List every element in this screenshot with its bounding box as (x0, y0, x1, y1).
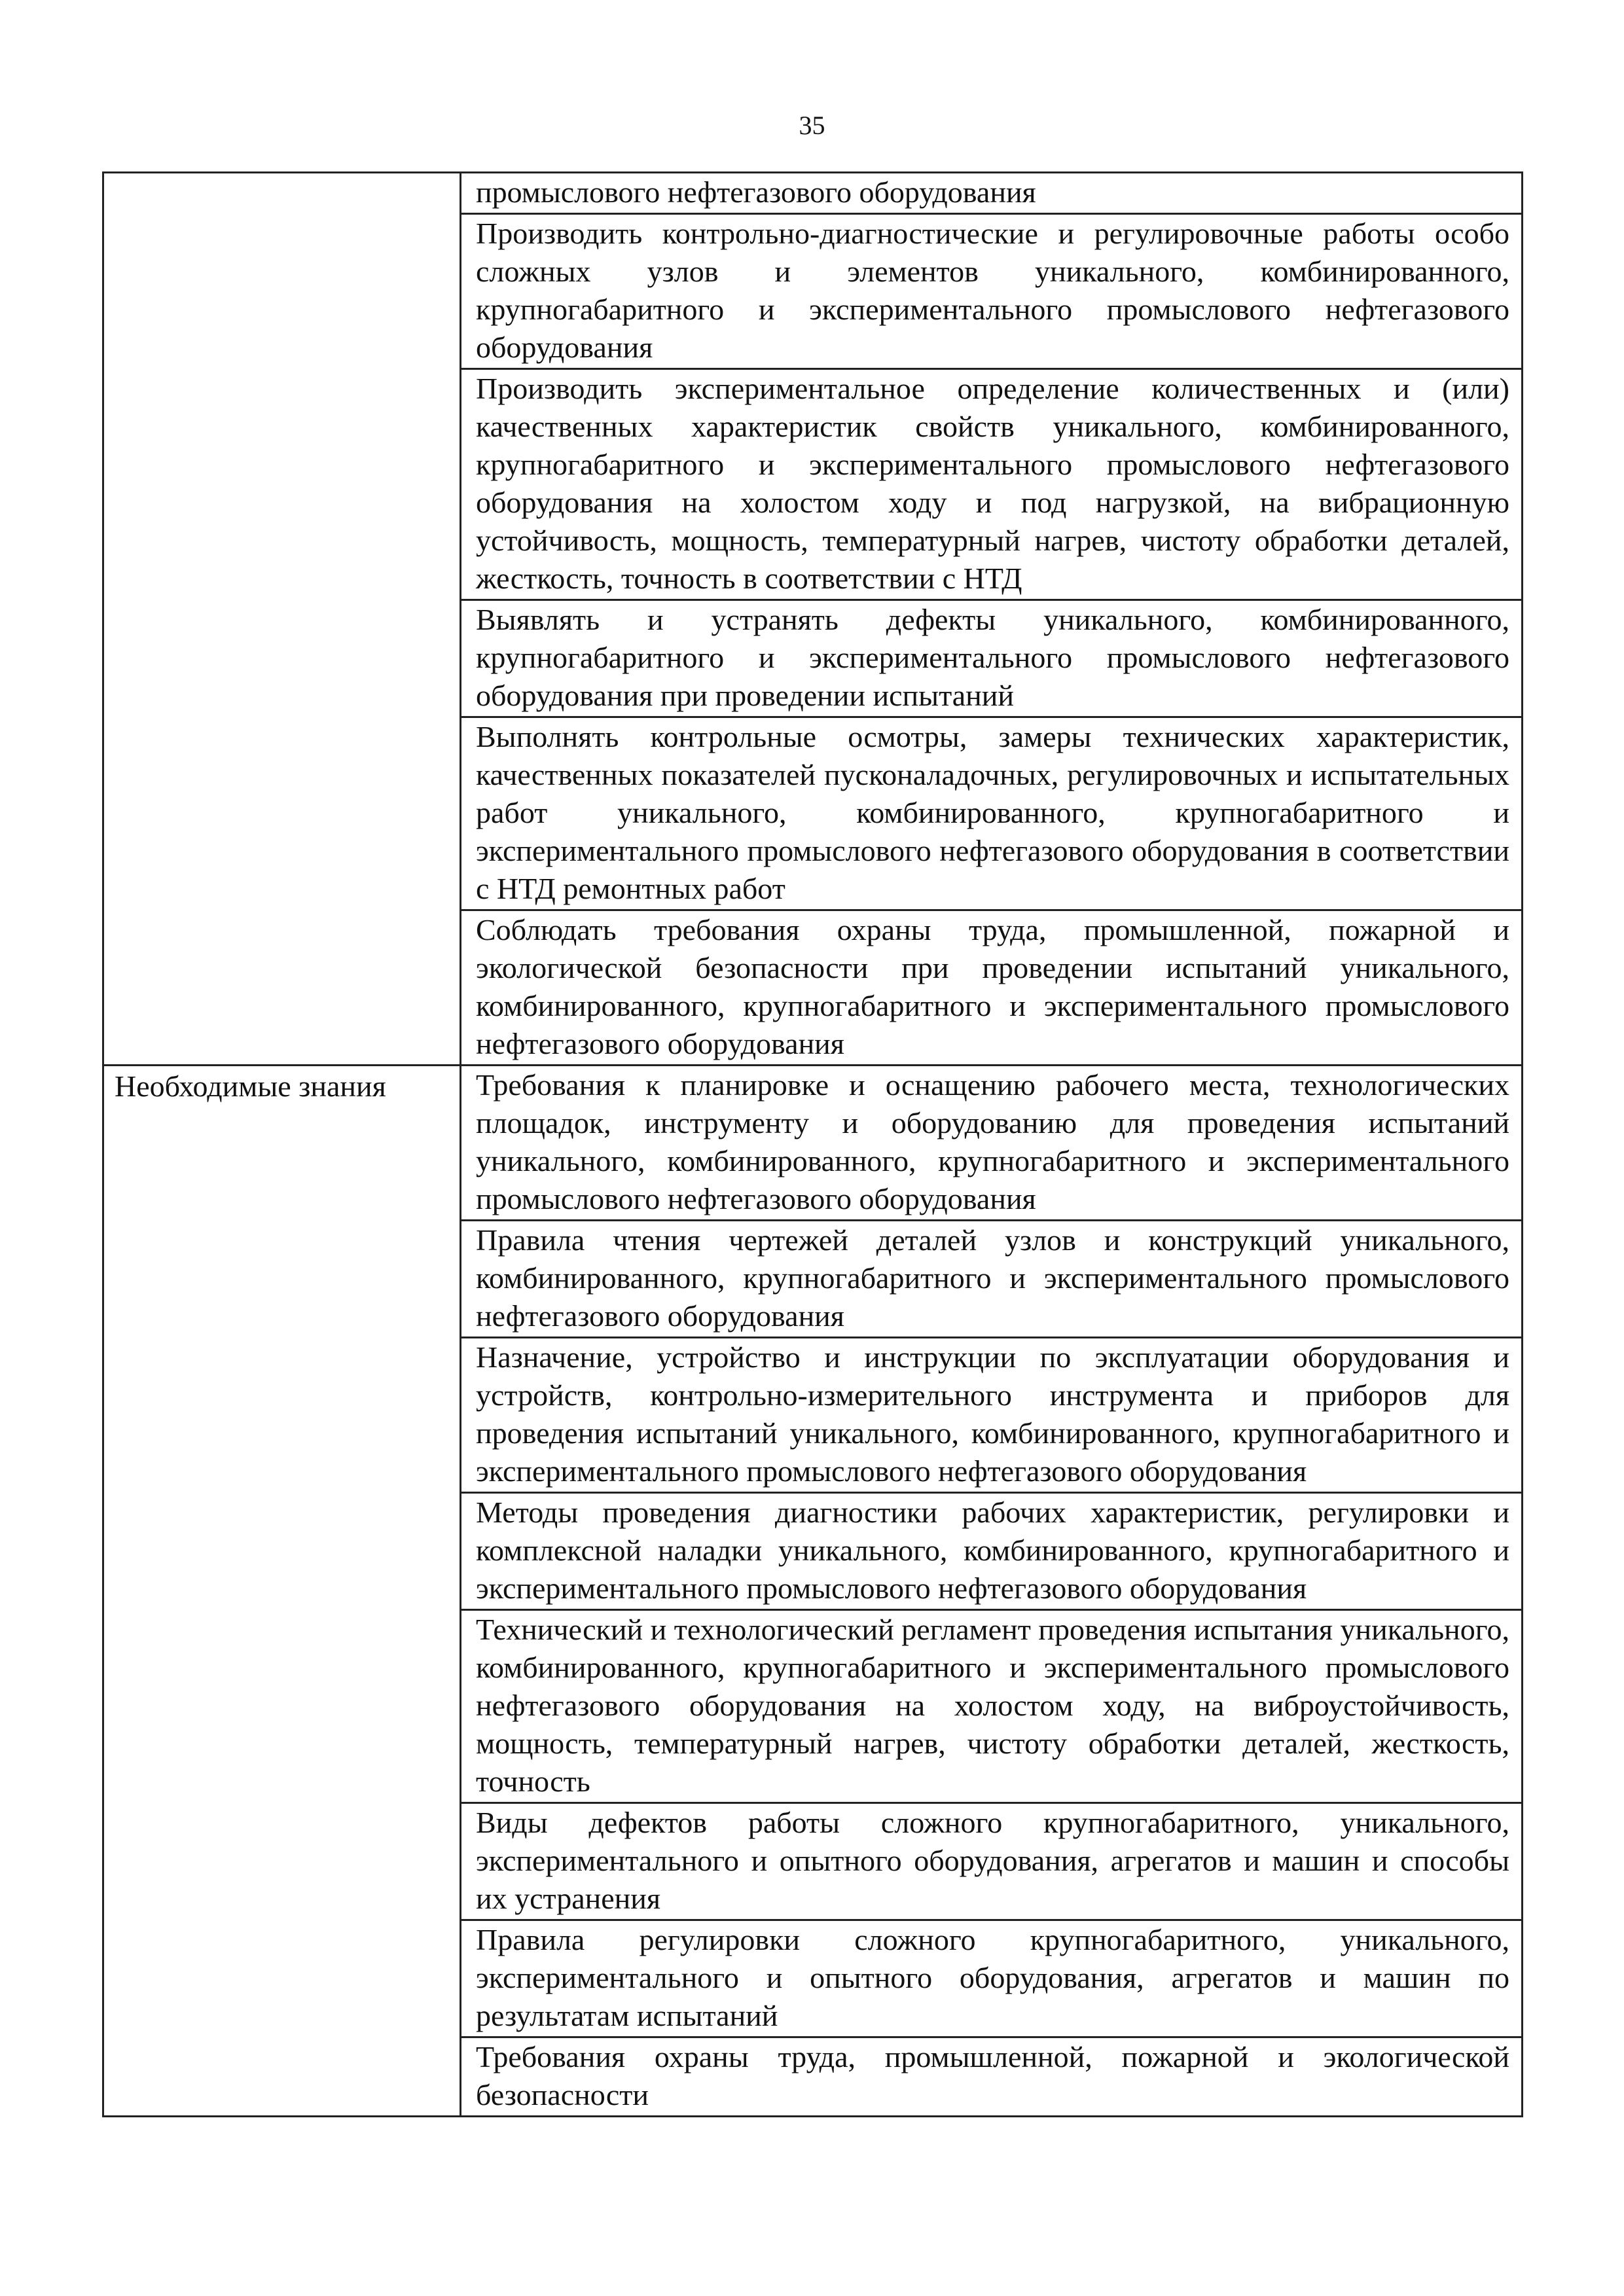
knowledge-item: Требования охраны труда, промышленной, пожарной и экологической безопасности (461, 2037, 1523, 2117)
skill-item: Соблюдать требования охраны труда, промышленной, пожарной и экологической безопасности при проведении испытаний уникального, комбинированного, крупногабаритного и экспериментального промыслового нефтегазового оборудования (461, 910, 1523, 1066)
page-number: 35 (799, 111, 825, 140)
skill-item: Выполнять контрольные осмотры, замеры технических характеристик, качественных показателей пусконаладочных, регулировочных и испытательных работ уникального, комбинированного, крупногабаритного и экспериментального промыслового нефтегазового оборудования в соответствии с НТД ремонтных работ (461, 717, 1523, 910)
knowledge-item: Правила регулировки сложного крупногабаритного, уникального, экспериментального и опытного оборудования, агрегатов и машин по результатам испытаний (461, 1920, 1523, 2037)
skill-item: Выявлять и устранять дефекты уникального, комбинированного, крупногабаритного и экспериментального промыслового нефтегазового оборудования при проведении испытаний (461, 600, 1523, 717)
table-row (103, 1066, 1523, 1221)
knowledge-item: Назначение, устройство и инструкции по эксплуатации оборудования и устройств, контрольно-измерительного инструмента и приборов для проведения испытаний уникального, комбинированного, крупногабаритного и экспериментального промыслового нефтегазового оборудования (461, 1338, 1523, 1493)
row-label-empty (103, 173, 461, 1066)
row-label-knowledge: Необходимые знания (103, 1066, 461, 2117)
knowledge-item: Правила чтения чертежей деталей узлов и конструкций уникального, комбинированного, крупногабаритного и экспериментального промыслового нефтегазового оборудования (461, 1221, 1523, 1338)
table-row (103, 173, 1523, 214)
knowledge-item: Виды дефектов работы сложного крупногабаритного, уникального, экспериментального и опытного оборудования, агрегатов и машин и способы их устранения (461, 1803, 1523, 1920)
skills-table (102, 171, 1523, 2117)
skill-item: Производить контрольно-диагностические и регулировочные работы особо сложных узлов и элементов уникального, комбинированного, крупногабаритного и экспериментального промыслового нефтегазового оборудования (461, 214, 1523, 369)
knowledge-item: Методы проведения диагностики рабочих характеристик, регулировки и комплексной наладки уникального, комбинированного, крупногабаритного и экспериментального промыслового нефтегазового оборудования (461, 1493, 1523, 1610)
knowledge-item: Технический и технологический регламент проведения испытания уникального, комбинированного, крупногабаритного и экспериментального промыслового нефтегазового оборудования на холостом ходу, на виброустойчивость, мощность, температурный нагрев, чистоту обработки деталей, жесткость, точность (461, 1610, 1523, 1803)
skill-item: Производить экспериментальное определение количественных и (или) качественных характеристик свойств уникального, комбинированного, крупногабаритного и экспериментального промыслового нефтегазового оборудования на холостом ходу и под нагрузкой, на вибрационную устойчивость, мощность, температурный нагрев, чистоту обработки деталей, жесткость, точность в соответствии с НТД (461, 369, 1523, 600)
skill-item: промыслового нефтегазового оборудования (461, 173, 1523, 214)
knowledge-item: Требования к планировке и оснащению рабочего места, технологических площадок, инструменту и оборудованию для проведения испытаний уникального, комбинированного, крупногабаритного и экспериментального промыслового нефтегазового оборудования (461, 1066, 1523, 1221)
